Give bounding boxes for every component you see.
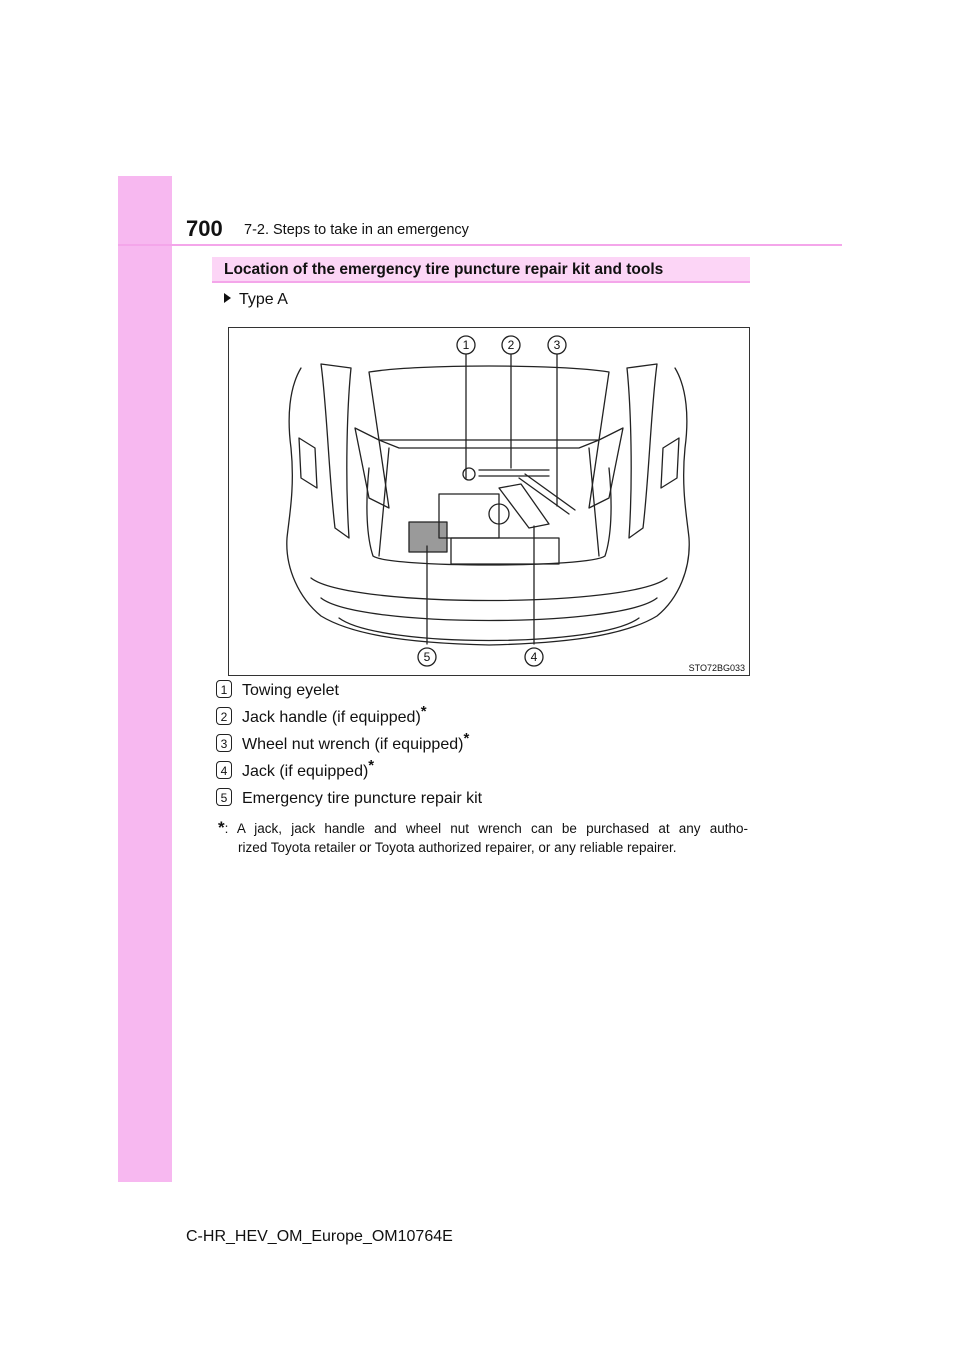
footnote-asterisk: * <box>218 818 225 837</box>
item-number-badge: 3 <box>216 734 232 752</box>
document-id: C-HR_HEV_OM_Europe_OM10764E <box>186 1228 453 1245</box>
towing-eyelet <box>463 468 475 480</box>
item-label: Wheel nut wrench (if equipped) <box>242 736 464 753</box>
repair-kit-box <box>409 522 447 552</box>
callout-label-3: 3 <box>553 338 561 352</box>
footnote <box>218 818 748 857</box>
asterisk-mark: * <box>420 703 427 720</box>
jack-handle <box>479 470 549 476</box>
item-number-badge: 5 <box>216 788 232 806</box>
page-number: 700 <box>186 216 223 241</box>
item-number-badge: 1 <box>216 680 232 698</box>
trunk-lid <box>369 366 609 440</box>
callout-label-2: 2 <box>507 338 515 352</box>
tailgate-left <box>321 364 351 538</box>
section-title: Location of the emergency tire puncture repair kit and tools <box>212 257 750 283</box>
item-label: Jack (if equipped) <box>242 763 369 780</box>
chapter-title: 7-2. Steps to take in an emergency <box>244 222 469 238</box>
figure-code: STO72BG033 <box>688 663 745 673</box>
variant-label <box>224 291 288 309</box>
footnote-line-1: : A jack, jack handle and wheel nut wrench can be purchased at any autho- <box>224 821 748 836</box>
callout-label-5: 5 <box>423 650 431 664</box>
item-label: Towing eyelet <box>242 682 339 699</box>
tailgate-right <box>627 364 657 538</box>
header-divider <box>118 244 842 246</box>
variant-label-text: Type A <box>239 291 288 308</box>
trunk-drawing <box>229 328 749 675</box>
triangle-bullet-icon <box>224 293 231 303</box>
asterisk-mark: * <box>368 757 375 774</box>
callout-label-4: 4 <box>530 650 538 664</box>
callout-label-1: 1 <box>462 338 470 352</box>
item-label: Emergency tire puncture repair kit <box>242 790 483 807</box>
item-number-badge: 2 <box>216 707 232 725</box>
asterisk-mark: * <box>463 730 470 747</box>
item-label: Jack handle (if equipped) <box>242 709 421 726</box>
side-tab-bar <box>118 176 172 1182</box>
footnote-line-2: rized Toyota retailer or Toyota authorized repairer, or any reliable repairer. <box>238 840 677 855</box>
item-number-badge: 4 <box>216 761 232 779</box>
rear-bumper <box>311 578 667 601</box>
trunk-illustration <box>228 327 750 676</box>
